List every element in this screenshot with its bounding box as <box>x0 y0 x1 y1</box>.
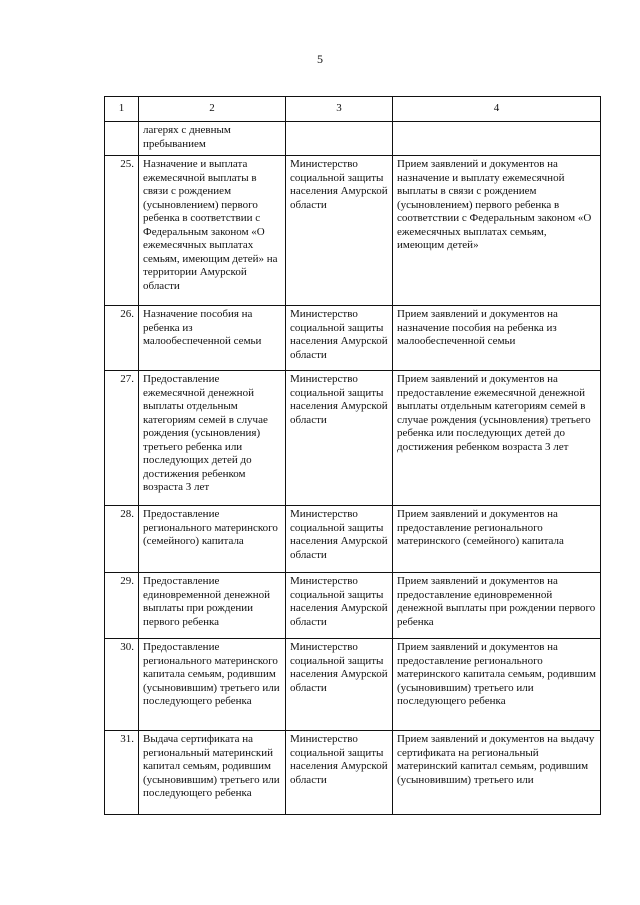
table-row <box>105 731 601 815</box>
service-name: Предоставление единовременной денежной выплаты при рождении первого ребенка <box>139 573 286 639</box>
service-description: Прием заявлений и документов на предоставление регионального материнского (семейного) капитала <box>393 506 601 573</box>
service-name: Назначение и выплата ежемесячной выплаты в связи с рождением (усыновлением) первого ребенка в соответствии с Федеральным законом «О ежемесячных выплатах семьям, имеющим детей» на территории Амурской области <box>139 156 286 306</box>
row-number: 29. <box>105 573 139 639</box>
service-description: Прием заявлений и документов на предоставление ежемесячной денежной выплаты отдельным категориям семей в случае рождения (усыновления) третьего ребенка или последующих детей до достижения ребенком возраста 3 лет <box>393 371 601 506</box>
service-name: Предоставление регионального материнского (семейного) капитала <box>139 506 286 573</box>
service-name: Предоставление ежемесячной денежной выплаты отдельным категориям семей в случае рождения (усыновления) третьего ребенка или последующих детей до достижения ребенком возраста 3 лет <box>139 371 286 506</box>
service-name: Предоставление регионального материнского капитала семьям, родившим (усыновившим) третьего или последующего ребенка <box>139 639 286 731</box>
row-number: 30. <box>105 639 139 731</box>
table-header-row <box>105 97 601 122</box>
row-number: 28. <box>105 506 139 573</box>
header-col-4: 4 <box>393 97 601 122</box>
table-row <box>105 573 601 639</box>
service-description: Прием заявлений и документов на назначение пособия на ребенка из малообеспеченной семьи <box>393 306 601 371</box>
service-description: Прием заявлений и документов на предоставление регионального материнского капитала семьям, родившим (усыновившим) третьего или последующего ребенка <box>393 639 601 731</box>
table-row <box>105 306 601 371</box>
service-description: Прием заявлений и документов на назначение и выплату ежемесячной выплаты в связи с рождением (усыновлением) первого ребенка в соответствии с Федеральным законом «О ежемесячных выплатах семьям, имеющим детей» <box>393 156 601 306</box>
agency-name: Министерство социальной защиты населения Амурской области <box>286 506 393 573</box>
agency-name: Министерство социальной защиты населения Амурской области <box>286 371 393 506</box>
service-description <box>393 122 601 156</box>
agency-name: Министерство социальной защиты населения Амурской области <box>286 639 393 731</box>
row-number: 26. <box>105 306 139 371</box>
page-number: 5 <box>317 52 323 66</box>
agency-name: Министерство социальной защиты населения Амурской области <box>286 731 393 815</box>
agency-name <box>286 122 393 156</box>
header-col-2: 2 <box>139 97 286 122</box>
service-description: Прием заявлений и документов на выдачу сертификата на региональный материнский капитал семьям, родившим (усыновившим) третьего или <box>393 731 601 815</box>
agency-name: Министерство социальной защиты населения Амурской области <box>286 573 393 639</box>
agency-name: Министерство социальной защиты населения Амурской области <box>286 156 393 306</box>
header-col-3: 3 <box>286 97 393 122</box>
row-number: 27. <box>105 371 139 506</box>
table-row <box>105 371 601 506</box>
row-number: 25. <box>105 156 139 306</box>
row-number: 31. <box>105 731 139 815</box>
header-col-1: 1 <box>105 97 139 122</box>
service-name: Назначение пособия на ребенка из малообеспеченной семьи <box>139 306 286 371</box>
row-number <box>105 122 139 156</box>
services-table <box>104 96 601 815</box>
service-name: Выдача сертификата на региональный материнский капитал семьям, родившим (усыновившим) третьего или последующего ребенка <box>139 731 286 815</box>
table-row <box>105 156 601 306</box>
service-description: Прием заявлений и документов на предоставление единовременной денежной выплаты при рождении первого ребенка <box>393 573 601 639</box>
service-name: лагерях с дневным пребыванием <box>139 122 286 156</box>
agency-name: Министерство социальной защиты населения Амурской области <box>286 306 393 371</box>
table-row <box>105 639 601 731</box>
table-row <box>105 122 601 156</box>
table-row <box>105 506 601 573</box>
